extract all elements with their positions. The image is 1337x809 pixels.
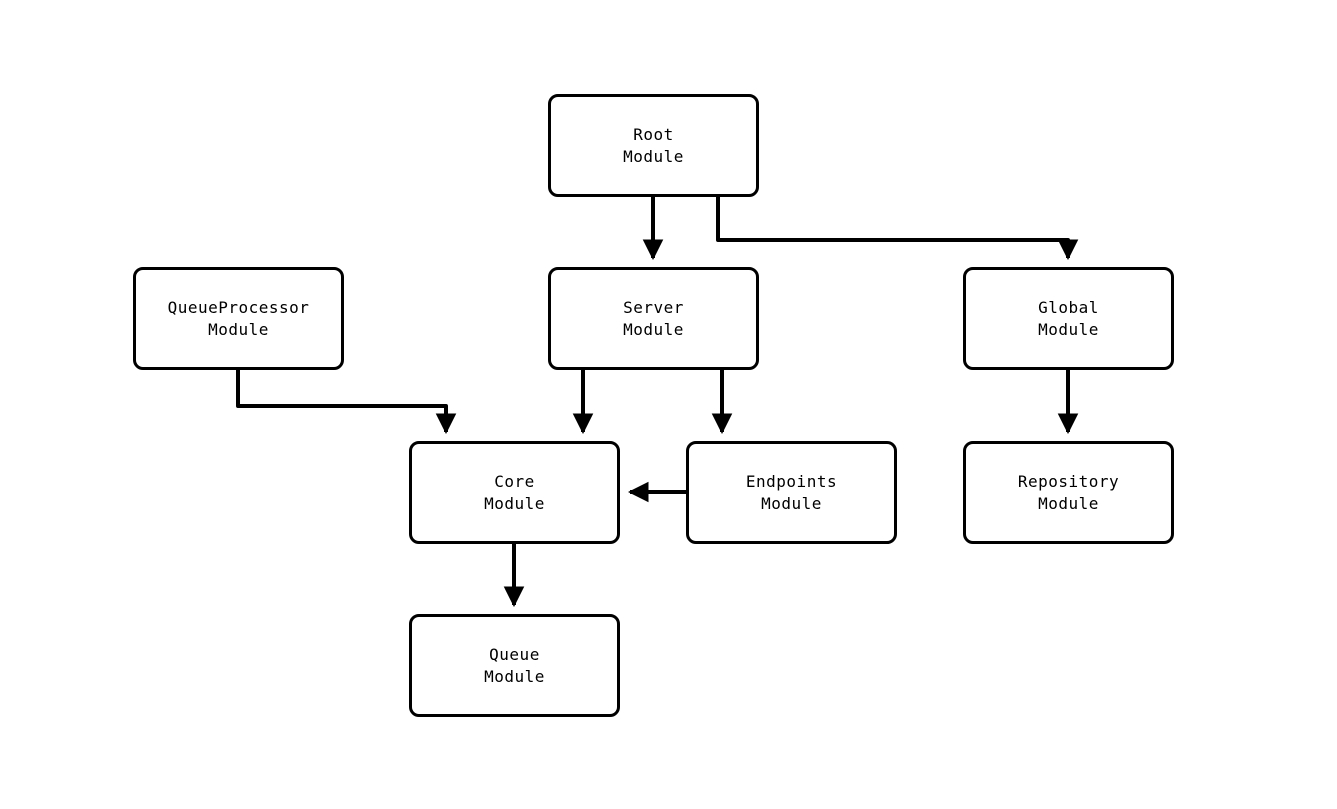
node-label-line1: Endpoints [745, 471, 838, 491]
node-label-line2: Module [761, 493, 822, 513]
node-label-line2: Module [623, 146, 684, 166]
node-label-line2: Module [1038, 493, 1099, 513]
node-queue-module[interactable] [409, 614, 620, 717]
edge-queueprocessor-to-core [238, 370, 446, 432]
node-label-line2: Module [484, 493, 545, 513]
node-label-line2: Module [208, 319, 269, 339]
node-label-line1: Global [1038, 297, 1099, 317]
node-core-module[interactable] [409, 441, 620, 544]
node-server-module[interactable] [548, 267, 759, 370]
node-label-line1: Core [494, 471, 535, 491]
node-label-line1: QueueProcessor [167, 297, 310, 317]
node-label-line1: Root [633, 124, 674, 144]
node-label-line2: Module [484, 666, 545, 686]
node-label-line1: Queue [489, 644, 540, 664]
node-global-module[interactable] [963, 267, 1174, 370]
edge-root-to-global [718, 197, 1068, 258]
node-endpoints-module[interactable] [686, 441, 897, 544]
node-label-line1: Repository [1017, 471, 1120, 491]
node-queueprocessor-module[interactable] [133, 267, 344, 370]
node-label-line2: Module [623, 319, 684, 339]
node-repository-module[interactable] [963, 441, 1174, 544]
node-label-line1: Server [623, 297, 684, 317]
node-root-module[interactable] [548, 94, 759, 197]
node-label-line2: Module [1038, 319, 1099, 339]
